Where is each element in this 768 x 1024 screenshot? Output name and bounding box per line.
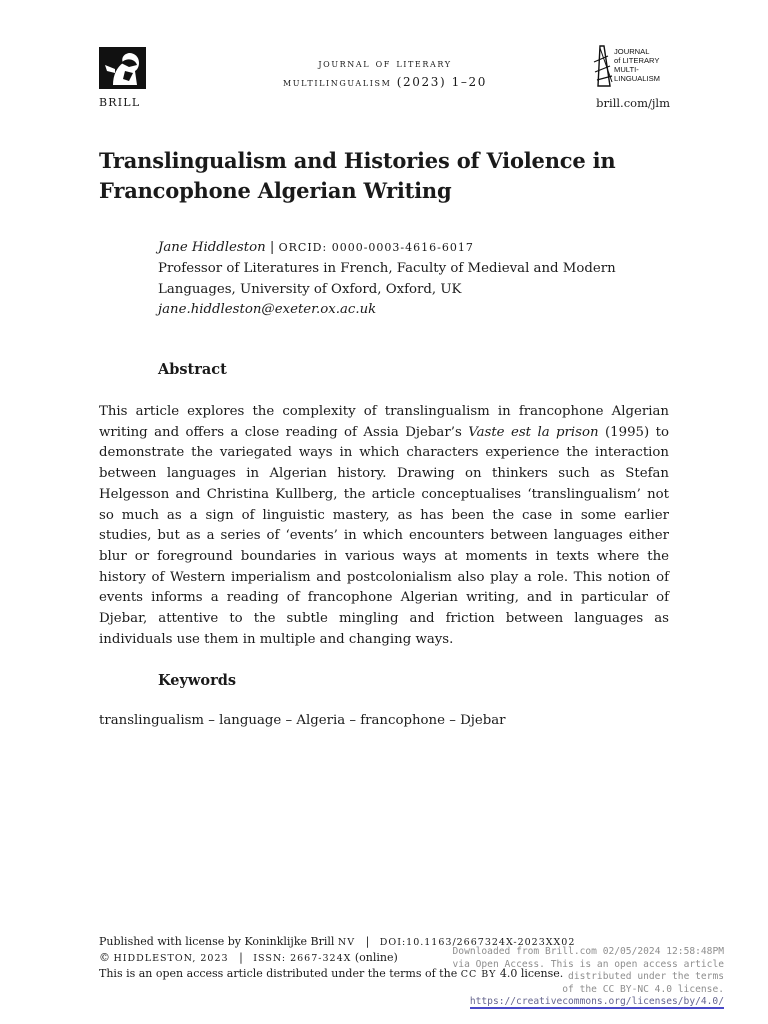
brill-logo-icon [99,47,146,89]
journal-volume: multilingualism (2023) 1–20 [282,75,487,89]
journal-header [220,54,550,92]
copyright-holder: HIDDLESTON, 2023 [113,953,229,964]
abstract-text-part-2: (1995) to demonstrate the variegated ways in which characters experience the interaction between languages in Algerian history. Drawing on thinkers such as Stefan Helgesson and Christina Kullberg, the article conceptualises ‘translingualism’ not so much as a sign of linguistic mastery, as has been the case in some earlier studies, but as a series of ‘events’ in which encounters between languages either blur or foreground boundaries in various ways at moments in texts where the history of Western imperialism and postcolonialism also play a role. This notion of events informs a reading of francophone Algerian writing, and in particular of Djebar, attentive to the subtle mingling and friction between languages as individuals use them in multiple and changing ways. [99,424,669,647]
author-email-link[interactable]: jane.hiddleston@exeter.ox.ac.uk [158,302,377,318]
watermark-line-1: Downloaded from Brill.com 02/05/2024 12:58:48PM [452,946,724,957]
license-url-link[interactable]: https://creativecommons.org/licenses/by/4.0/ [469,996,724,1007]
journal-logo-text-2: of LITERARY [614,56,660,65]
license-nv: NV [337,937,356,948]
article-title-line-1: Translingualism and Histories of Violence in [99,148,616,173]
journal-logo-text-1: JOURNAL [614,47,650,56]
orcid-link[interactable]: ORCID: 0000-0003-4616-6017 [278,241,474,254]
abstract-text-part-1: This article explores the complexity of translingualism in francophone Algerian writing and offers a close reading of Assia Djebar’s [99,404,669,440]
journal-logo-icon [592,42,674,88]
abstract-text [99,402,669,650]
author-affiliation-line-1: Professor of Literatures in French, Faculty of Medieval and Modern [158,260,616,276]
journal-name: journal of literary [318,56,452,70]
open-access-text-2: 4.0 license. [499,967,564,980]
keywords-heading: Keywords [158,672,237,689]
doi-link[interactable]: DOI:10.1163/2667324X-2023XX02 [379,937,576,948]
license-line: Published with license by Koninklijke Brill [99,935,335,948]
watermark-line-2: via Open Access. This is an open access article distributed under the terms [452,958,724,982]
issn: ISSN: 2667-324X [253,953,352,964]
article-title-line-2: Francophone Algerian Writing [99,178,452,203]
watermark-line-3: of the CC BY-NC 4.0 license. [562,983,724,995]
author-block [158,238,678,321]
article-title [99,146,679,206]
author-affiliation-line-2: Languages, University of Oxford, Oxford, UK [158,281,462,297]
publisher-name: BRILL [99,96,141,109]
footer-separator-2: | [239,951,243,964]
cc-by: CC BY [460,969,497,980]
keywords-text: translingualism – language – Algeria – francophone – Djebar [99,713,506,728]
journal-logo-text-3: MULTI- [614,65,639,74]
author-name: Jane Hiddleston [158,240,266,255]
book-title: Vaste est la prison [468,424,599,440]
issn-online: (online) [354,951,398,964]
footer-separator-1: | [365,935,370,948]
download-watermark [400,946,724,1009]
journal-url-link[interactable]: brill.com/jlm [596,96,670,110]
abstract-heading: Abstract [158,361,227,378]
copyright-symbol: © [99,951,110,964]
journal-logo-text-4: LINGUALISM [614,74,660,83]
author-separator: | [269,240,275,255]
open-access-text-1: This is an open access article distributed under the terms of the [99,967,458,980]
